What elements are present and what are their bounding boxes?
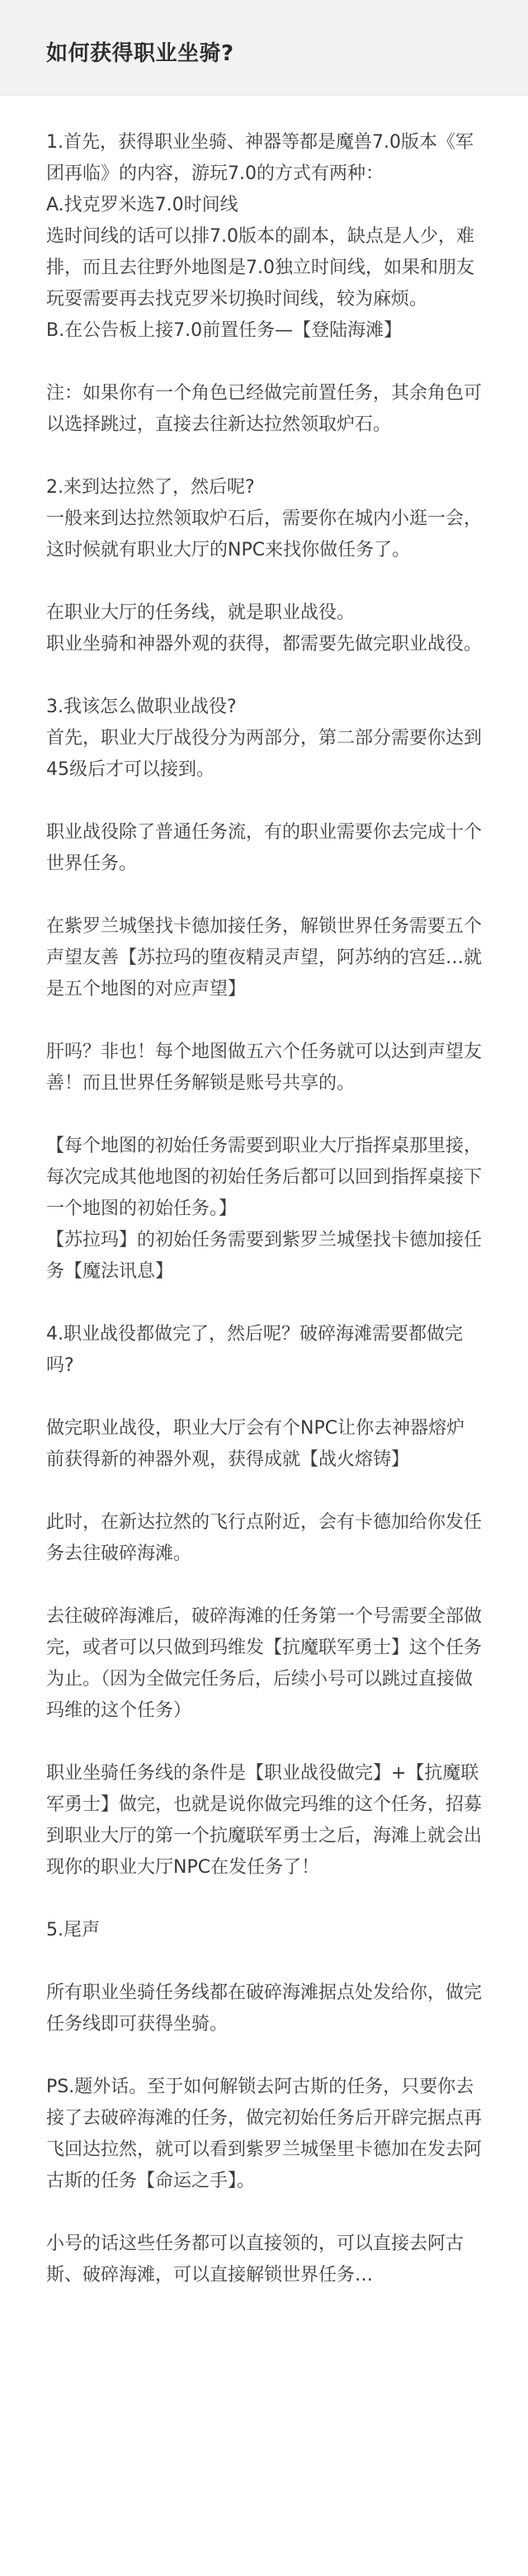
- paragraph-line: 5.尾声: [46, 1920, 100, 1940]
- paragraph-line: 选时间线的话可以排7.0版本的副本，缺点是人少，难排，而且去往野外地图是7.0独立时间线，如果和朋友玩耍需要再去找克罗米切换时间线，较为麻烦。: [46, 226, 474, 310]
- paragraph: [46, 817, 482, 880]
- paragraph-line: 3.我该怎么做职业战役?: [46, 697, 237, 717]
- paragraph: [46, 1915, 482, 1946]
- paragraph: [46, 911, 482, 1005]
- paragraph: [46, 1037, 482, 1099]
- paragraph: [46, 1758, 482, 1884]
- paragraph-line: 【苏拉玛】的初始任务需要到紫罗兰城堡找卡德加接任务【魔法讯息】: [46, 1230, 483, 1282]
- paragraph-line: 【每个地图的初始任务需要到职业大厅指挥桌那里接，每次完成其他地图的初始任务后都可以回到指挥桌接下一个地图的初始任务。】: [46, 1136, 483, 1219]
- paragraph: [46, 127, 482, 347]
- paragraph: [46, 378, 482, 441]
- paragraph-line: 职业坐骑任务线的条件是【职业战役做完】+【抗魔联军勇士】做完，也就是说你做完玛维的这个任务，招募到职业大厅的第一个抗魔联军勇士之后，海滩上就会出现你的职业大厅NPC在发任务了！: [46, 1763, 483, 1878]
- paragraph-line: 所有职业坐骑任务线都在破碎海滩据点处发给你，做完任务线即可获得坐骑。: [46, 1983, 483, 2035]
- paragraph-line: 小号的话这些任务都可以直接领的，可以直接去阿古斯、破碎海滩，可以直接解锁世界任务…: [46, 2233, 464, 2285]
- paragraph-line: 注：如果你有一个角色已经做完前置任务，其余角色可以选择跳过，直接去往新达拉然领取炉石。: [46, 383, 483, 435]
- paragraph-line: B.在公告板上接7.0前置任务—【登陆海滩】: [46, 320, 403, 341]
- paragraph-line: 在职业大厅的任务线，就是职业战役。: [46, 603, 356, 623]
- paragraph-line: 去往破碎海滩后，破碎海滩的任务第一个号需要全部做完，或者可以只做到玛维发【抗魔联军勇士】这个任务为止。（因为全做完任务后，后续小号可以跳过直接做玛维的这个任务）: [46, 1606, 483, 1721]
- article-body: [0, 96, 528, 2291]
- paragraph: [46, 1507, 482, 1570]
- paragraph-line: 1.首先，获得职业坐骑、神器等都是魔兽7.0版本《军团再临》的内容，游玩7.0的方式有两种：: [46, 132, 474, 184]
- paragraph-line: 此时，在新达拉然的飞行点附近，会有卡德加给你发任务去往破碎海滩。: [46, 1512, 483, 1564]
- title-bar: [0, 0, 528, 96]
- paragraph: [46, 1413, 482, 1476]
- paragraph-line: 做完职业战役，职业大厅会有个NPC让你去神器熔炉前获得新的神器外观，获得成就【战火熔铸】: [46, 1418, 465, 1470]
- paragraph-line: PS.题外话。至于如何解锁去阿古斯的任务，只要你去接了去破碎海滩的任务，做完初始任务后开辟完据点再飞回达拉然，就可以看到紫罗兰城堡里卡德加在发去阿古斯的任务【命运之手】。: [46, 2077, 483, 2191]
- paragraph: [46, 472, 482, 566]
- paragraph-line: 一般来到达拉然领取炉石后，需要你在城内小逛一会，这时候就有职业大厅的NPC来找你做任务了。: [46, 508, 483, 560]
- paragraph-line: A.找克罗米选7.0时间线: [46, 195, 238, 215]
- paragraph-line: 4.职业战役都做完了，然后呢？破碎海滩需要都做完吗?: [46, 1324, 463, 1376]
- paragraph: [46, 1978, 482, 2040]
- paragraph: [46, 2072, 482, 2197]
- paragraph-line: 职业战役除了普通任务流，有的职业需要你去完成十个世界任务。: [46, 822, 483, 874]
- paragraph: [46, 1319, 482, 1382]
- paragraph-line: 首先，职业大厅战役分为两部分，第二部分需要你达到45级后才可以接到。: [46, 728, 483, 780]
- paragraph: [46, 1601, 482, 1727]
- page-title: 如何获得职业坐骑?: [46, 41, 234, 66]
- paragraph-line: 肝吗？非也！每个地图做五六个任务就可以达到声望友善！而且世界任务解锁是账号共享的。: [46, 1042, 483, 1094]
- paragraph: [46, 598, 482, 660]
- paragraph: [46, 2229, 482, 2291]
- paragraph: [46, 692, 482, 786]
- paragraph-line: 2.来到达拉然了，然后呢?: [46, 477, 255, 498]
- paragraph: [46, 1131, 482, 1288]
- paragraph-line: 在紫罗兰城堡找卡德加接任务，解锁世界任务需要五个声望友善【苏拉玛的堕夜精灵声望，阿苏纳的宫廷…就是五个地图的对应声望】: [46, 916, 483, 1000]
- paragraph-line: 职业坐骑和神器外观的获得，都需要先做完职业战役。: [46, 634, 483, 655]
